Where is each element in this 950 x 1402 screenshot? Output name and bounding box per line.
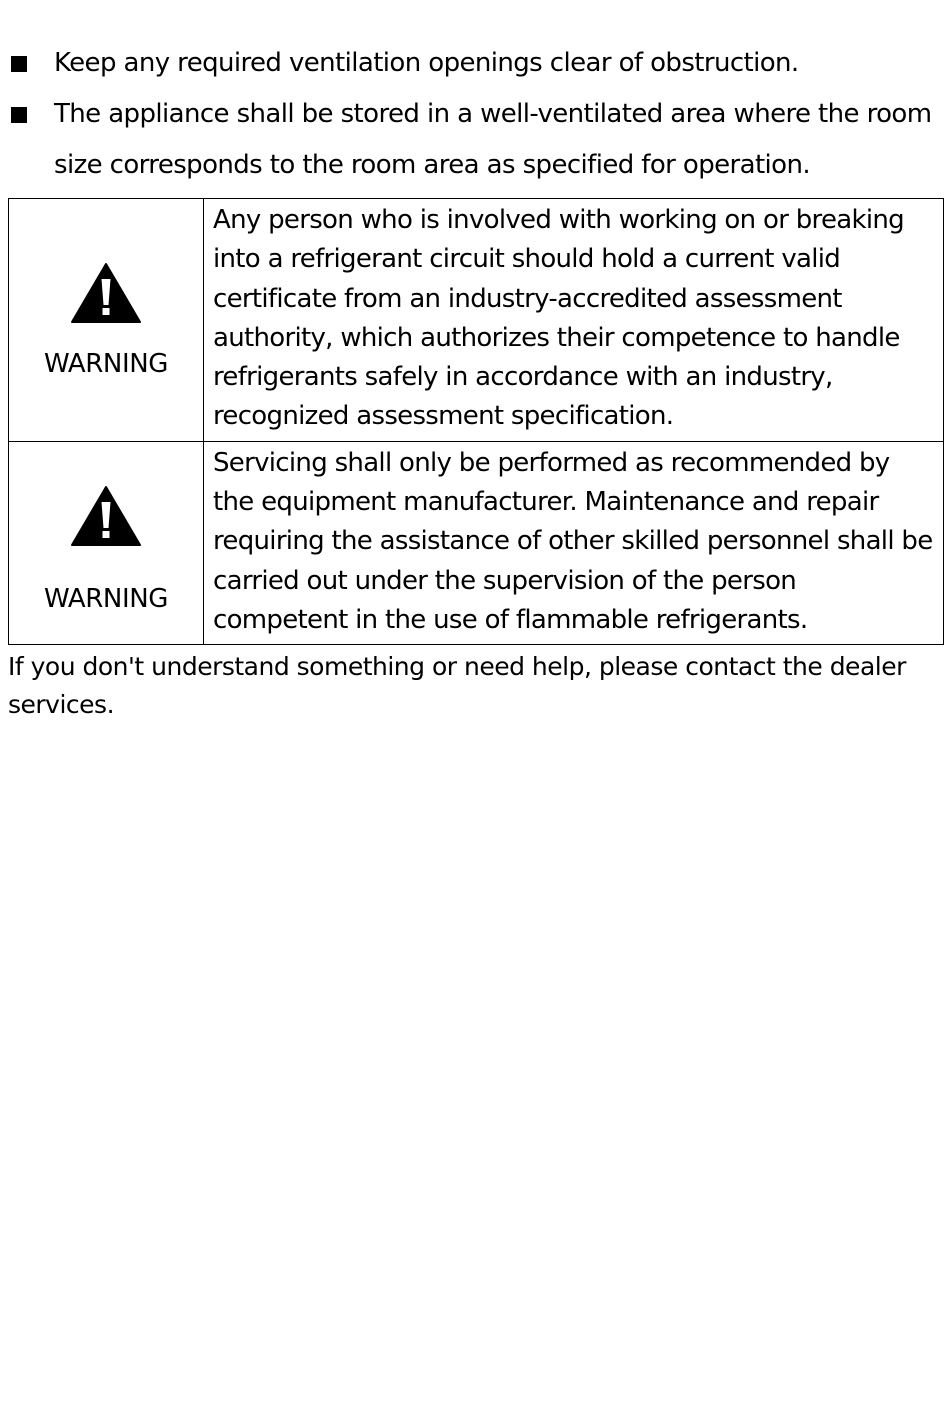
warning-triangle-icon xyxy=(70,485,142,547)
warning-icon-cell xyxy=(9,441,204,644)
warning-label: WARNING xyxy=(43,348,169,379)
warning-text-servicing: Servicing shall only be performed as recommended by the equipment manufacturer. Maintenance and repair requiring the assistance of other skilled personnel shall be carried out under the supervision of the person competent in the use of flammable refrigerants. xyxy=(204,441,944,644)
footer-note: If you don't understand something or need help, please contact the dealer services. xyxy=(8,652,906,719)
warning-row xyxy=(9,441,944,644)
warning-icon-cell xyxy=(9,199,204,442)
bullet-item-storage xyxy=(0,89,950,191)
bullet-list xyxy=(0,38,950,191)
square-bullet-icon xyxy=(11,107,27,123)
warning-row xyxy=(9,199,944,442)
bullet-item-ventilation xyxy=(0,38,950,89)
warning-triangle-icon xyxy=(70,262,142,324)
warning-label: WARNING xyxy=(43,584,169,615)
warning-text-certificate: Any person who is involved with working on or breaking into a refrigerant circuit should hold a current valid certificate from an industry-accredited assessment authority, which authorizes their competence to handle refrigerants safely in accordance with an industry, recognized assessment specification. xyxy=(204,199,944,442)
square-bullet-icon xyxy=(11,56,27,72)
bullet-text: The appliance shall be stored in a well-ventilated area where the room size corresponds to the room area as specified for operation. xyxy=(54,99,932,180)
warning-table xyxy=(8,198,944,645)
bullet-text: Keep any required ventilation openings clear of obstruction. xyxy=(54,48,799,78)
